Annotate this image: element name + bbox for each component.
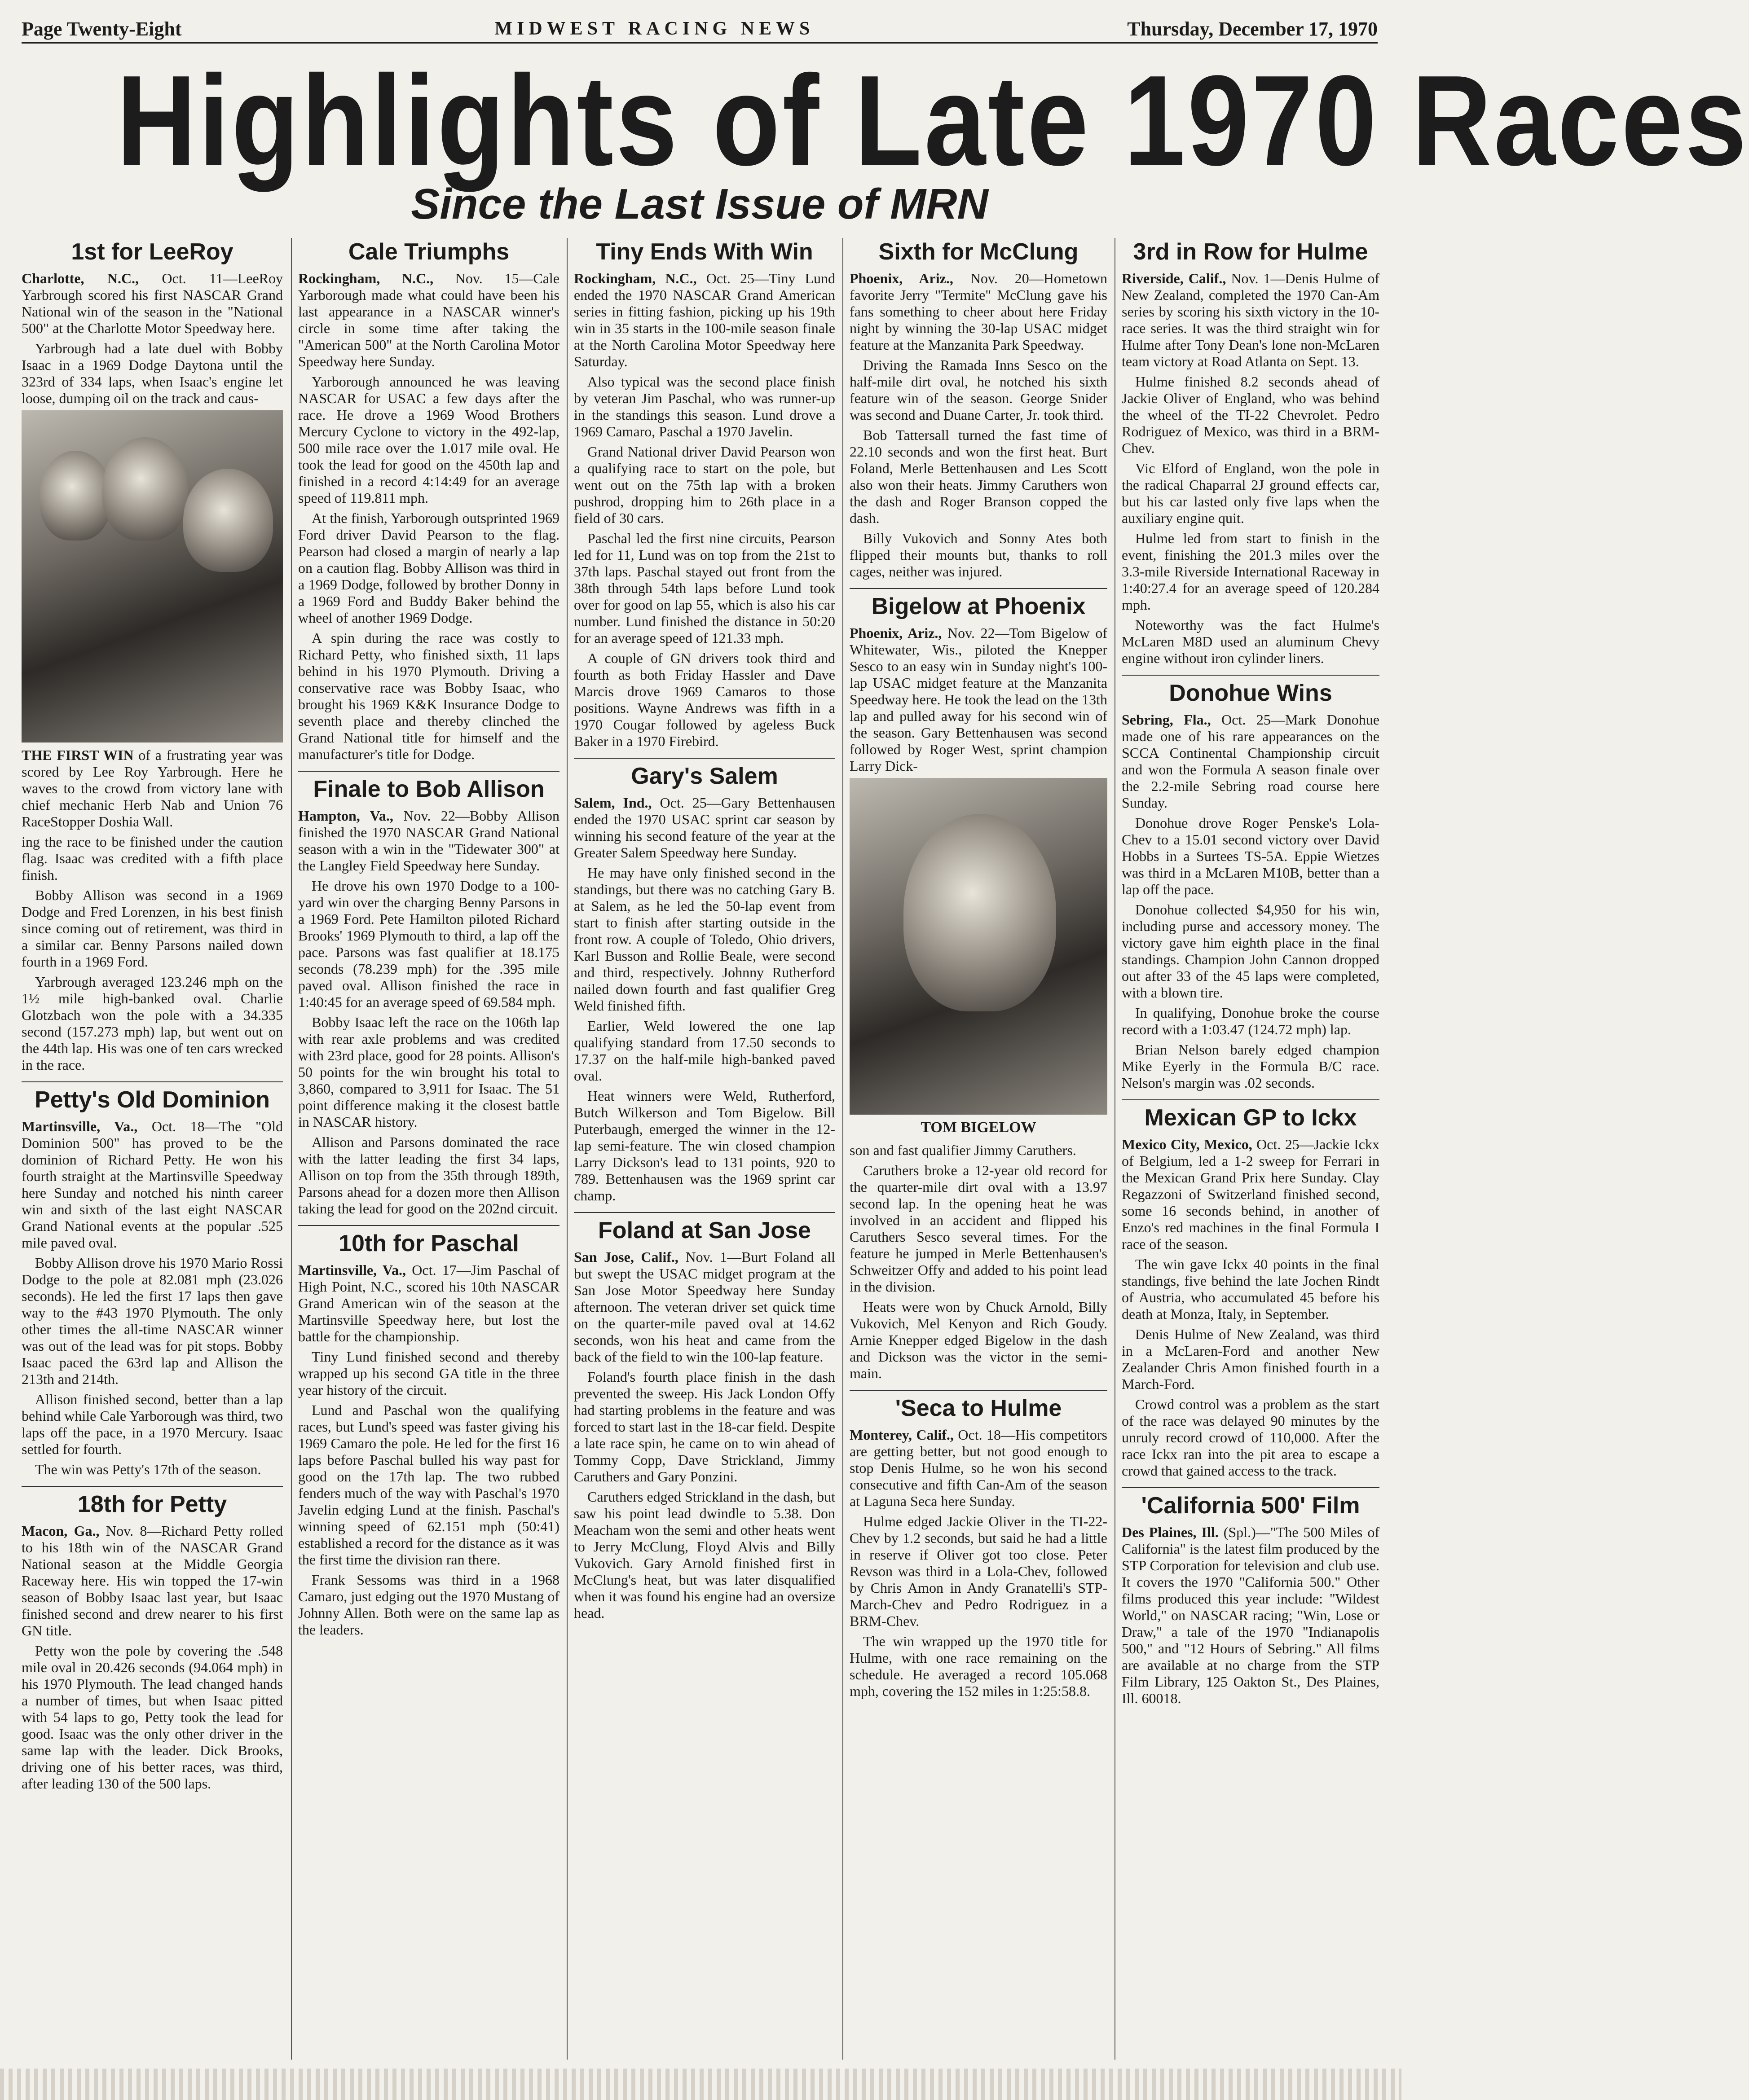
article-text: (Spl.)—"The 500 Miles of California" is the latest film produced by the STP Corporation for television and club use. It covers the 1970 "California 500." Other films produced this year include: "Wildest World," on NASCAR racing; "Win, Lose or Draw," a tale of the 1970 "Indianapolis 500," and "12 Hours of Sebring." All films are available at no charge from the STP Film Library, 125 Oakton St., Des Plaines, Ill. 60018. [1122,1524,1380,1706]
article-paragraph: Hulme led from start to finish in the event, finishing the 201.3 miles over the 3.3-mile Riverside International Raceway in 1:40:27.4 for an average speed of 120.284 mph. [1122,530,1379,613]
dateline: Rockingham, N.C., [298,270,434,286]
article-paragraph [850,625,1107,774]
dateline: Hampton, Va., [298,808,393,824]
page-subhead: Since the Last Issue of MRN [411,180,988,228]
tom-bigelow-photo [850,778,1107,1115]
article-paragraph [574,795,835,861]
column-rule [842,238,843,2060]
article-paragraph: A spin during the race was costly to Richard Petty, who finished sixth, 11 laps behind in his 1970 Plymouth. Driving a conservative race was Bobby Isaac, who brought his 1969 K&K Insurance Dodge to seventh place and thereby clinched the Grand National title for himself and the manufacturer's title for Dodge. [298,630,560,762]
article-paragraph: A couple of GN drivers took third and fourth as both Friday Hassler and Dave Marcis drove 1969 Camaros to those positions. Wayne Andrews was fifth in a 1970 Cougar followed by ageless Buck Baker in a 1970 Firebird. [574,650,835,749]
article-paragraph: son and fast qualifier Jimmy Caruthers. [850,1142,1076,1158]
article-text: Nov. 22—Bobby Allison finished the 1970 NASCAR Grand National season with a win in the "Tidewater 300" at the Langley Field Speedway here Sunday. [298,808,560,874]
article-text: Nov. 8—Richard Petty rolled to his 18th win of the NASCAR Grand National season at the Middle Georgia Raceway here. His win topped the 17-win season of Bobby Isaac last year, but Isaac finished second and drew nearer to his first GN title. [22,1523,283,1639]
column-5 [1122,238,1379,2060]
article-paragraph: Lund and Paschal won the qualifying races, but Lund's speed was faster giving his 1969 Camaro the pole. He led for the first 16 laps before Paschal bulled his way past for good on the 17th lap. The two rubbed fenders much of the way with Paschal's 1970 Javelin edging Lund at the finish. Paschal's winning speed of 62.151 mph (50:41) established a record for the distance as it was the first time the division ran there. [298,1402,560,1568]
photo-figure [102,437,188,540]
article-paragraph [1122,712,1379,811]
article-paragraph: Hulme edged Jackie Oliver in the TI-22-Chev by 1.2 seconds, but said he had a little in reserve if Oliver got too close. Peter Revson was third in a Lola-Chev, followed by Chris Amon in Andy Granatelli's STP-March-Chev and Pedro Rodriguez in a BRM-Chev. [850,1513,1107,1629]
article-paragraph: Bobby Allison drove his 1970 Mario Rossi Dodge to the pole at 82.081 mph (23.026 seconds). He led the first 17 laps then gave way to the #43 1970 Plymouth. The only other times the all-time NASCAR winner was out of the lead was for pit stops. Bobby Isaac paced the 63rd lap and Allison the 213th and 214th. [22,1255,283,1387]
article-text: Nov. 20—Hometown favorite Jerry "Termite" McClung gave his fans something to cheer about here Friday night by winning the 30-lap USAC midget feature at the Manzanita Park Speedway. [850,270,1108,353]
article-paragraph: Yarbrough had a late duel with Bobby Isaac in a 1969 Dodge Daytona until the 323rd of 334 laps, when Isaac's engine let loose, dumping oil on the track and caus- [22,340,283,406]
article-paragraph: Vic Elford of England, won the pole in the radical Chaparral 2J ground effects car, but his car lasted only five laps when the auxiliary engine quit. [1122,460,1379,526]
dateline: Phoenix, Ariz., [850,625,942,641]
article-headline: Tiny Ends With Win [596,239,813,265]
dateline: Riverside, Calif., [1122,270,1226,286]
article-paragraph [1122,1524,1379,1707]
article-paragraph: Bobby Isaac left the race on the 106th lap with rear axle problems and was credited with 23rd place, good for 28 points. Allison's 50 points for the win brought his total to 3,860, compared to 3,911 for Isaac. The 51 point difference making it the closest battle in NASCAR history. [298,1014,560,1130]
dateline: Macon, Ga., [22,1523,100,1539]
article-paragraph: Yarborough announced he was leaving NASCAR for USAC a few days after the race. He drove a 1969 Wood Brothers Mercury Cyclone to victory in the 492-lap, 500 mile race over the 1.017 mile oval. He took the lead for good on the 450th lap and finished in a record 4:14:49 for an average speed of 119.811 mph. [298,373,560,506]
article-paragraph [298,1262,560,1345]
dateline: Sebring, Fla., [1122,712,1211,728]
article-paragraph: Frank Sessoms was third in a 1968 Camaro, just edging out the 1970 Mustang of Johnny Allen. Both were on the same lap as the leaders. [298,1572,560,1638]
dateline: Salem, Ind., [574,795,652,811]
article-paragraph [298,808,560,874]
caption-lead: THE FIRST WIN [22,747,134,763]
article-paragraph: At the finish, Yarborough outsprinted 1969 Ford driver David Pearson to the flag. Pearson had closed a margin of nearly a lap on a caution flag. Bobby Allison was third in a 1969 Dodge, followed by brother Donny in a 1969 Ford and Buddy Baker behind the wheel of another 1969 Dodge. [298,510,560,626]
column-1 [22,238,283,2060]
publication-name: MIDWEST RACING NEWS [494,18,815,39]
article-headline: 10th for Paschal [298,1225,560,1257]
article-paragraph: Allison finished second, better than a lap behind while Cale Yarborough was third, two laps off the pace, in a 1970 Mercury. Isaac settled for fourth. [22,1391,283,1457]
article-paragraph: Driving the Ramada Inns Sesco on the half-mile dirt oval, he notched his sixth feature win of the season. George Snider was second and Duane Carter, Jr. took third. [850,357,1107,423]
article-paragraph: Heat winners were Weld, Rutherford, Butch Wilkerson and Tom Bigelow. Bill Puterbaugh, emerged the winner in the 12-lap semi-feature. The win closed champion Larry Dickson's lead to 131 points, 920 to 789. Bettenhausen was the 1969 sprint car champ. [574,1088,835,1204]
article-paragraph: Noteworthy was the fact Hulme's McLaren M8D used an aluminum Chevy engine without iron cylinder liners. [1122,617,1379,666]
article-paragraph: Bobby Allison was second in a 1969 Dodge and Fred Lorenzen, in his best finish since coming out of retirement, was third in a similar car. Benny Parsons nailed down fourth in a 1969 Ford. [22,887,283,970]
article-text: Nov. 1—Burt Foland all but swept the USAC midget program at the San Jose Motor Speedway here Sunday afternoon. The veteran driver set quick time on the quarter-mile paved oval at 14.62 seconds, won his heat and came from the back of the field to win the 100-lap feature. [574,1249,836,1365]
dateline: Rockingham, N.C., [574,270,697,286]
article-paragraph: Hulme finished 8.2 seconds ahead of Jackie Oliver of England, who was behind the wheel of the TI-22 Chevrolet. Pedro Rodriguez of Mexico, was third in a BRM-Chev. [1122,373,1379,456]
article-paragraph: The win was Petty's 17th of the season. [35,1461,261,1477]
page-number: Page Twenty-Eight [22,18,182,40]
article-text: Oct. 25—Mark Donohue made one of his rare appearances on the SCCA Continental Championship circuit and won the Formula A season finale over the 2.2-mile Sebring road course here Sunday. [1122,712,1380,811]
dateline: Martinsville, Va., [22,1118,138,1134]
article-paragraph: Foland's fourth place finish in the dash prevented the sweep. His Jack London Offy had starting problems in the feature and was forced to start last in the 18-car field. Despite a late race spin, he came on to win ahead of Tommy Copp, Dave Strickland, Jimmy Caruthers and Gary Ponzini. [574,1369,835,1485]
photo-caption: TOM BIGELOW [921,1119,1036,1136]
article-paragraph: Donohue drove Roger Penske's Lola-Chev to a 15.01 second victory over David Hobbs in a Surtees TS-5A. Eppie Wietzes was third in a McLaren M10B, better than a lap off the pace. [1122,815,1379,897]
article-headline: Mexican GP to Ickx [1122,1099,1379,1132]
page-headline: Highlights of Late 1970 Races [116,48,1749,192]
article-text: Nov. 22—Tom Bigelow of Whitewater, Wis., piloted the Knepper Sesco to an easy win in Sunday night's 100-lap USAC midget feature at the Manzanita Speedway here. He took the lead on the 13th lap and pulled away for his second win of the season. Gary Bettenhausen was second followed by Roger West, sprint champion Larry Dick- [850,625,1108,774]
caption-text: of a frustrating year was scored by Lee Roy Yarbrough. Here he waves to the crowd from victory lane with chief mechanic Herb Nab and Union 76 RaceStopper Doshia Wall. [22,747,283,830]
article-headline: Finale to Bob Allison [298,771,560,803]
article-paragraph: Allison and Parsons dominated the race with the latter leading the first 34 laps, Allison on top from the 35th through 189th, Parsons ahead for a dozen more then Allison taking the lead for good on the 202nd circuit. [298,1134,560,1217]
photo-figure [903,814,1056,1011]
dateline: Martinsville, Va., [298,1262,406,1278]
article-headline: 18th for Petty [22,1486,283,1518]
article-text: Oct. 25—Gary Bettenhausen ended the 1970 USAC sprint car season by winning his second feature of the year at the Greater Salem Speedway here Sunday. [574,795,836,861]
photo-figure [40,451,111,540]
column-2 [298,238,560,2060]
article-headline: Donohue Wins [1122,675,1379,707]
column-4 [850,238,1107,2060]
article-paragraph: Bob Tattersall turned the fast time of 22.10 seconds and won the first heat. Burt Foland, Merle Bettenhausen and Les Scott also won their heats. Jimmy Caruthers won the dash and Roger Branson copped the dash. [850,427,1107,526]
article-headline: Bigelow at Phoenix [850,588,1107,620]
article-headline: Gary's Salem [574,758,835,790]
article-headline: Cale Triumphs [348,239,510,265]
article-paragraph [1122,1136,1379,1252]
article-text: Oct. 25—Jackie Ickx of Belgium, led a 1-2 sweep for Ferrari in the Mexican Grand Prix here Sunday. Clay Regazzoni of Switzerland finished second, some 16 seconds behind, in another of Enzo's red machines in the final Formula I race of the season. [1122,1136,1380,1252]
column-rule [291,238,292,2060]
dateline: Charlotte, N.C., [22,270,139,286]
article-paragraph [22,1118,283,1251]
article-paragraph: The win wrapped up the 1970 title for Hulme, with one race remaining on the schedule. He averaged a record 105.068 mph, covering the 152 miles in 1:25:58.8. [850,1633,1107,1699]
article-paragraph: In qualifying, Donohue broke the course record with a 1:03.47 (124.72 mph) lap. [1122,1005,1379,1037]
article-paragraph [298,270,560,370]
article-text: Oct. 18—His competitors are getting better, but not good enough to stop Denis Hulme, so he won his second consecutive and fifth Can-Am of the season at Laguna Seca here Sunday. [850,1427,1108,1509]
article-paragraph: Earlier, Weld lowered the one lap qualifying standard from 17.50 seconds to 17.37 on the half-mile high-banked paved oval. [574,1018,835,1084]
victory-lane-photo [22,410,283,742]
dateline: Des Plaines, Ill. [1122,1524,1219,1540]
dateline: Mexico City, Mexico, [1122,1136,1252,1152]
article-paragraph [574,1249,835,1365]
column-rule [567,238,568,2060]
page-edge-scan-band [0,2069,1401,2100]
article-paragraph: ing the race to be finished under the caution flag. Isaac was credited with a fifth place finish. [22,834,283,883]
article-text: Nov. 15—Cale Yarborough made what could have been his last appearance in a NASCAR winner's circle in some time after taking the "American 500" at the North Carolina Motor Speedway here Sunday. [298,270,560,369]
article-text: Oct. 18—The "Old Dominion 500" has proved to be the dominion of Richard Petty. He won his fourth straight at the Martinsville Speedway here Sunday and notched his ninth career win and sixth of the last eight NASCAR Grand National events at the popular .525 mile paved oval. [22,1118,283,1251]
article-paragraph: Grand National driver David Pearson won a qualifying race to start on the pole, but went out on the 75th lap with a broken pushrod, dropping him to 26th place in a field of 30 cars. [574,444,835,526]
article-paragraph: Also typical was the second place finish by veteran Jim Paschal, who was runner-up in the standings this season. Lund drove a 1969 Camaro, Paschal a 1970 Javelin. [574,373,835,439]
article-text: Oct. 17—Jim Paschal of High Point, N.C., scored his 10th NASCAR Grand American win of the season at the Martinsville Speedway here, but lost the battle for the championship. [298,1262,560,1344]
article-headline: Foland at San Jose [574,1212,835,1244]
article-paragraph: Petty won the pole by covering the .548 mile oval in 20.426 seconds (94.064 mph) in his 1970 Plymouth. The lead changed hands a number of times, but when Isaac pitted with 54 laps to go, Petty took the lead for good. Isaac was the only other driver in the same lap with the leader. Dick Brooks, driving one of his better races, was third, after leading 130 of the 500 laps. [22,1643,283,1792]
article-paragraph: Caruthers broke a 12-year old record for the quarter-mile dirt oval with a 13.97 second lap. In the opening heat he was involved in an accident and flipped his Caruthers Sesco several times. For the feature he jumped in Merle Bettenhausen's Schweitzer Offy and added to his point lead in the division. [850,1162,1107,1295]
article-headline: 'California 500' Film [1122,1487,1379,1520]
article-paragraph [850,1427,1107,1510]
article-text: Oct. 11—LeeRoy Yarbrough scored his first NASCAR Grand National win of the season in the "National 500" at the Charlotte Motor Speedway here. [22,270,283,336]
article-paragraph [22,270,283,337]
masthead [22,15,1378,44]
article-paragraph: Tiny Lund finished second and thereby wrapped up his second GA title in the three year history of the circuit. [298,1349,560,1398]
article-text: Nov. 1—Denis Hulme of New Zealand, completed the 1970 Can-Am series by scoring his sixth victory in the 10-race series. It was the third straight win for Hulme after Tony Dean's lone non-McLaren team victory at Road Atlanta on Sept. 13. [1122,270,1380,369]
article-headline: 3rd in Row for Hulme [1133,239,1368,265]
photo-figure [183,469,273,572]
article-paragraph: Paschal led the first nine circuits, Pearson led for 11, Lund was on top from the 21st to 37th laps. Paschal stayed out front from the 38th through 54th laps before Lund took over for good on lap 55, which is also his car number. Lund finished the distance in 50:20 for an average speed of 121.33 mph. [574,530,835,646]
article-paragraph: Denis Hulme of New Zealand, was third in a McLaren-Ford and another New Zealander Chris Amon finished fourth in a March-Ford. [1122,1326,1379,1392]
article-paragraph: Heats were won by Chuck Arnold, Billy Vukovich, Mel Kenyon and Rich Goudy. Arnie Knepper edged Bigelow in the dash and Dickson was the victor in the semi-main. [850,1299,1107,1381]
issue-date: Thursday, December 17, 1970 [1127,18,1378,40]
article-paragraph: Yarbrough averaged 123.246 mph on the 1½ mile high-banked oval. Charlie Glotzbach won the pole with a 34.335 second (157.273 mph) lap, but went out on the 44th lap. His was one of ten cars wrecked in the race. [22,974,283,1073]
article-paragraph: He may have only finished second in the standings, but there was no catching Gary B. at Salem, as he led the 50-lap event from start to finish after starting outside in the front row. A couple of Toledo, Ohio drivers, Karl Busson and Rollie Beale, were second and third, respectively. Johnny Rutherford nailed down fourth and fast qualifier Greg Weld finished fifth. [574,865,835,1014]
article-headline: Sixth for McClung [878,239,1079,265]
article-paragraph: Donohue collected $4,950 for his win, including purse and accessory money. The victory gave him eighth place in the final standings. Champion John Cannon dropped out after 33 of the 45 laps were completed, with a blown tire. [1122,901,1379,1001]
article-headline: Petty's Old Dominion [22,1081,283,1114]
article-paragraph: Caruthers edged Strickland in the dash, but saw his point lead dwindle to 5.38. Don Meacham won the semi and other heats went to Jerry McClung, Floyd Alvis and Billy Vukovich. Gary Arnold finished first in McClung's heat, but was later disqualified when it was found his engine had an oversize head. [574,1489,835,1621]
photo-caption [22,747,283,830]
dateline: Monterey, Calif., [850,1427,954,1443]
dateline: Phoenix, Ariz., [850,270,953,286]
article-headline: 1st for LeeRoy [71,239,233,265]
article-paragraph [1122,270,1379,370]
article-headline: 'Seca to Hulme [850,1390,1107,1422]
article-paragraph [574,270,835,370]
article-paragraph: Crowd control was a problem as the start of the race was delayed 90 minutes by the unruly record crowd of 110,000. After the race Ickx ran into the pit area to escape a crowd that gained access to the track. [1122,1396,1379,1479]
article-text: Oct. 25—Tiny Lund ended the 1970 NASCAR Grand American series in fitting fashion, picking up his 19th win in 35 starts in the 100-mile season finale at the North Carolina Motor Speedway here Saturday. [574,270,836,369]
column-3 [574,238,835,2060]
article-paragraph: Billy Vukovich and Sonny Ates both flipped their mounts but, thanks to roll cages, neither was injured. [850,530,1107,580]
article-paragraph: He drove his own 1970 Dodge to a 100-yard win over the charging Benny Parsons in a 1969 Ford. Pete Hamilton piloted Richard Brooks' 1969 Plymouth to third, a lap off the pace. Parsons was fast qualifier at 18.175 seconds (78.239 mph) for the .395 mile paved oval. Allison finished the race in 1:40:45 for an average speed of 69.584 mph. [298,878,560,1010]
article-paragraph: Brian Nelson barely edged champion Mike Eyerly in the Formula B/C race. Nelson's margin was .02 seconds. [1122,1041,1379,1091]
article-paragraph [22,1523,283,1639]
dateline: San Jose, Calif., [574,1249,678,1265]
article-paragraph [850,270,1107,353]
article-paragraph: The win gave Ickx 40 points in the final standings, five behind the late Jochen Rindt of Austria, who accumulated 45 before his death at Monza, Italy, in September. [1122,1256,1379,1322]
